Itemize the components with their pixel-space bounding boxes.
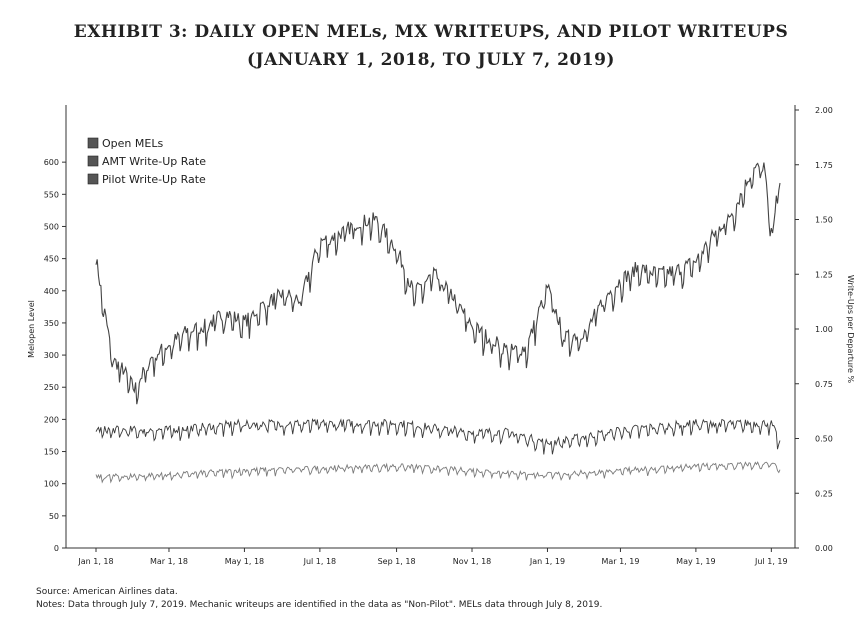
series-line-open-mels xyxy=(96,163,780,405)
legend-swatch xyxy=(88,156,98,166)
y2-tick-label: 0.00 xyxy=(815,544,833,553)
y2-tick-label: 1.75 xyxy=(815,160,833,170)
x-tick-label: Jan 1, 18 xyxy=(78,557,114,566)
data-notes: Notes: Data through July 7, 2019. Mechanic writeups are identified in the data as "Non-Pilot". MELs data through July 8, 2019. xyxy=(36,600,603,610)
x-tick-label: May 1, 19 xyxy=(676,557,716,566)
y-tick-label: 0 xyxy=(53,544,59,553)
x-tick-label: Nov 1, 18 xyxy=(452,557,492,566)
y-tick-label: 600 xyxy=(43,158,59,168)
y-tick-label: 200 xyxy=(43,415,59,425)
x-tick-label: Sep 1, 18 xyxy=(377,557,416,566)
series-line-amt-write-up-rate xyxy=(96,419,780,454)
y-axis-title: Melopen Level xyxy=(27,300,36,358)
y2-tick-label: 1.50 xyxy=(815,215,833,225)
y-tick-label: 450 xyxy=(43,254,59,264)
y-tick-label: 250 xyxy=(43,383,59,393)
series-line-pilot-write-up-rate xyxy=(96,462,780,482)
x-tick-label: Jul 1, 19 xyxy=(755,557,788,566)
y2-tick-label: 0.50 xyxy=(815,434,833,444)
legend-swatch xyxy=(88,138,98,148)
chart-title-line1: EXHIBIT 3: DAILY OPEN MELs, MX WRITEUPS, AND PILOT WRITEUPS xyxy=(73,22,789,42)
legend-label: Pilot Write-Up Rate xyxy=(102,173,206,186)
y-tick-label: 150 xyxy=(43,447,59,457)
y2-tick-label: 2.00 xyxy=(815,106,833,115)
legend-label: Open MELs xyxy=(102,137,164,150)
y2-axis-title: Write-Ups per Departure % xyxy=(846,274,855,384)
x-tick-label: Mar 1, 18 xyxy=(149,557,188,566)
y-tick-label: 50 xyxy=(48,511,59,521)
legend-swatch xyxy=(88,174,98,184)
source-note: Source: American Airlines data. xyxy=(36,587,178,597)
y2-tick-label: 0.75 xyxy=(815,379,833,389)
y-tick-label: 400 xyxy=(43,286,59,296)
x-tick-label: Mar 1, 19 xyxy=(601,557,640,566)
y2-tick-label: 1.00 xyxy=(815,325,833,334)
y-tick-label: 100 xyxy=(43,479,59,489)
y-tick-label: 500 xyxy=(43,222,59,232)
x-tick-label: Jul 1, 18 xyxy=(303,557,337,566)
y-tick-label: 300 xyxy=(43,351,59,361)
x-tick-label: Jan 1, 19 xyxy=(529,557,566,566)
y2-tick-label: 0.25 xyxy=(815,489,833,499)
x-tick-label: May 1, 18 xyxy=(224,557,265,566)
y2-tick-label: 1.25 xyxy=(815,270,833,280)
chart-title-line2: (JANUARY 1, 2018, TO JULY 7, 2019) xyxy=(247,50,615,70)
y-tick-label: 350 xyxy=(43,318,59,328)
y-tick-label: 550 xyxy=(43,190,59,200)
legend-label: AMT Write-Up Rate xyxy=(102,155,206,168)
